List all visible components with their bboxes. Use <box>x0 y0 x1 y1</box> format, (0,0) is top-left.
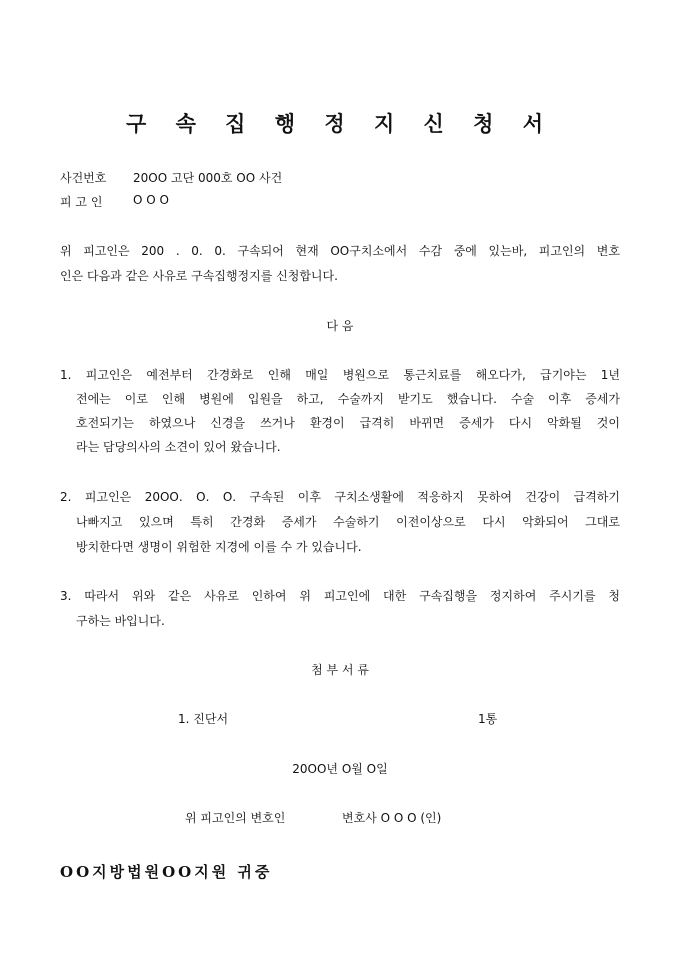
signer-name: 변호사 О О О (인) <box>342 811 442 825</box>
defendant-value: О О О <box>133 193 169 207</box>
attachments-heading: 첨 부 서 류 <box>311 663 369 677</box>
case-number-value: 20ОО 고단 000호 ОО 사건 <box>133 171 283 185</box>
filing-date: 20ОО년 О월 О일 <box>292 762 388 776</box>
item-1-line-4: 라는 담당의사의 소견이 있어 왔습니다. <box>76 440 281 454</box>
defendant-label: 피 고 인 <box>60 195 103 209</box>
item-3-line-1: 3. 따라서 위와 같은 사유로 인하여 위 피고인에 대한 구속집행을 정지하여 주시기를 청 <box>60 589 620 603</box>
signer-role: 위 피고인의 변호인 <box>185 811 286 825</box>
reasons-heading: 다 음 <box>326 319 354 333</box>
intro-line-2: 인은 다음과 같은 사유로 구속집행정지를 신청합니다. <box>60 269 338 283</box>
item-1-line-2: 전에는 이로 인해 병원에 입원을 하고, 수술까지 받기도 했습니다. 수술 이후 증세가 <box>76 392 620 406</box>
item-2-line-3: 방치한다면 생명이 위험한 지경에 이를 수 가 있습니다. <box>76 540 362 554</box>
document-title: 구 속 집 행 정 지 신 청 서 <box>125 111 555 136</box>
item-2-line-1: 2. 피고인은 20ОО. О. О. 구속된 이후 구치소생활에 적응하지 못하여 건강이 급격하기 <box>60 490 620 504</box>
item-3-line-2: 구하는 바입니다. <box>76 614 165 628</box>
case-number-label: 사건번호 <box>60 171 107 185</box>
item-1-line-3: 호전되기는 하였으나 신경을 쓰거나 환경이 급격히 바뀌면 증세가 다시 악화될 것이 <box>76 416 620 430</box>
court-addressee: ОО지방법원ОО지원 귀중 <box>60 863 273 881</box>
item-1-line-1: 1. 피고인은 예전부터 간경화로 인해 매일 병원으로 통근치료를 해오다가, 급기야는 1년 <box>60 368 620 382</box>
item-2-line-2: 나빠지고 있으며 특히 간경화 증세가 수술하기 이전이상으로 다시 악화되어 그대로 <box>76 515 620 529</box>
intro-line-1: 위 피고인은 200 . 0. 0. 구속되어 현재 OO구치소에서 수감 중에 있는바, 피고인의 변호 <box>60 244 620 258</box>
attachment-count: 1통 <box>478 712 498 726</box>
attachment-name: 1. 진단서 <box>178 712 229 726</box>
